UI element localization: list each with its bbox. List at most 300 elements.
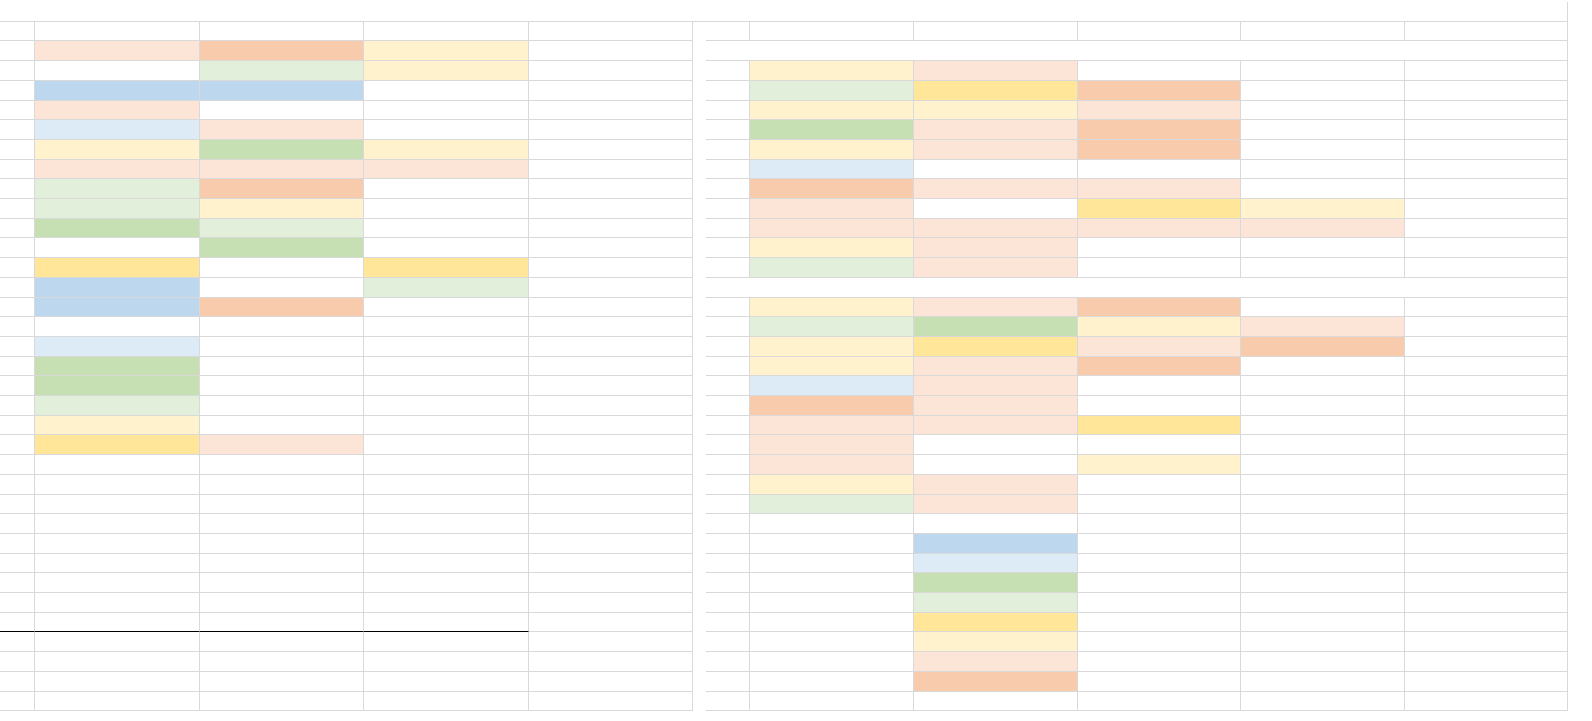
defense-player: [1241, 199, 1405, 219]
empty-cell: [1405, 298, 1568, 317]
defense-pos: [706, 435, 750, 455]
defense-player: [1241, 317, 1405, 337]
empty-cell: [200, 337, 364, 357]
defense-player: [914, 376, 1078, 396]
empty-cell: [1078, 672, 1241, 692]
empty-cell: [529, 593, 693, 613]
empty-cell: [529, 219, 693, 238]
empty-cell: [0, 632, 35, 652]
offense-pos: [0, 238, 35, 258]
empty-cell: [1405, 81, 1568, 101]
offense-player: [364, 179, 529, 199]
empty-cell: [1405, 534, 1568, 554]
offense-pos: [0, 219, 35, 238]
empty-cell: [1405, 613, 1568, 632]
empty-cell: [200, 632, 364, 652]
empty-cell: [1405, 455, 1568, 475]
empty-cell: [750, 514, 914, 534]
empty-cell: [706, 534, 750, 554]
st-pos: [0, 396, 35, 416]
legend-status-left: [35, 534, 200, 554]
empty-cell: [200, 672, 364, 692]
empty-cell: [0, 455, 35, 475]
empty-cell: [750, 692, 914, 711]
empty-cell: [529, 652, 693, 672]
offense-pos: [0, 140, 35, 160]
empty-cell: [1405, 514, 1568, 534]
empty-cell: [364, 534, 529, 554]
st-player: [35, 396, 200, 416]
empty-cell: [0, 554, 35, 573]
legend-grade: [914, 534, 1078, 554]
offense-pos: [0, 298, 35, 317]
defense-player: [914, 101, 1078, 120]
empty-cell: [0, 475, 35, 495]
empty-cell: [364, 495, 529, 514]
offense-player: [35, 179, 200, 199]
st-player: [35, 357, 200, 376]
offense-player: [200, 219, 364, 238]
empty-cell: [1405, 435, 1568, 455]
empty-cell: [364, 317, 529, 337]
offense-player: [529, 61, 693, 81]
defense-player: [1405, 219, 1568, 238]
empty-cell: [1241, 514, 1405, 534]
empty-cell: [529, 475, 693, 495]
empty-cell: [1405, 160, 1568, 179]
empty-cell: [1405, 337, 1568, 357]
empty-cell: [750, 632, 914, 652]
empty-cell: [1241, 416, 1405, 435]
empty-cell: [1078, 632, 1241, 652]
legend-status-left: [35, 514, 200, 534]
defense-pos: [706, 199, 750, 219]
defense-player: [750, 160, 914, 179]
offense-player: [200, 179, 364, 199]
reserve-header: [364, 613, 529, 632]
empty-cell: [35, 573, 200, 593]
defense-player: [1241, 455, 1405, 475]
defense-player: [1078, 101, 1241, 120]
empty-cell: [706, 692, 750, 711]
defense-player: [750, 258, 914, 278]
empty-cell: [1405, 258, 1568, 278]
offense-player: [364, 81, 529, 101]
defense-player: [914, 337, 1078, 357]
offense-player: [35, 81, 200, 101]
defense-player: [750, 81, 914, 101]
empty-cell: [200, 692, 364, 711]
empty-cell: [1405, 475, 1568, 495]
empty-cell: [529, 573, 693, 593]
defense-player: [1241, 337, 1405, 357]
defense-pos: [706, 219, 750, 238]
defense-pos: [706, 337, 750, 357]
empty-cell: [200, 514, 364, 534]
empty-cell: [1241, 534, 1405, 554]
defense-player: [750, 219, 914, 238]
st-player: [35, 416, 200, 435]
offense-player: [529, 120, 693, 140]
empty-cell: [200, 652, 364, 672]
empty-cell: [200, 534, 364, 554]
defense-player: [1078, 435, 1241, 455]
defense-player: [914, 317, 1078, 337]
empty-cell: [1405, 120, 1568, 140]
defense-player: [914, 160, 1078, 179]
defense-player: [1078, 376, 1241, 396]
empty-cell: [1405, 376, 1568, 396]
legend-status-left: [35, 554, 200, 573]
offense-player: [364, 140, 529, 160]
empty-cell: [529, 632, 693, 652]
offense-player: [529, 258, 693, 278]
offense-player: [200, 81, 364, 101]
defense-player: [914, 258, 1078, 278]
empty-cell: [364, 514, 529, 534]
defense-player: [1241, 298, 1405, 317]
empty-cell: [0, 534, 35, 554]
offense-player: [529, 179, 693, 199]
empty-cell: [1405, 179, 1568, 199]
empty-cell: [1241, 258, 1405, 278]
offense-player: [35, 199, 200, 219]
offense-player: [364, 278, 529, 298]
empty-cell: [1405, 672, 1568, 692]
legend-status-right: [750, 573, 914, 593]
empty-cell: [1078, 593, 1241, 613]
defense-header: [1241, 22, 1405, 41]
empty-cell: [529, 376, 693, 396]
empty-cell: [529, 278, 693, 298]
defense-player: [914, 435, 1078, 455]
defense-player: [750, 61, 914, 81]
offense-pos: [0, 41, 35, 61]
empty-cell: [1241, 692, 1405, 711]
defense-player: [914, 238, 1078, 258]
defense-player: [750, 495, 914, 514]
empty-cell: [529, 337, 693, 357]
defense-player: [914, 357, 1078, 376]
defense-player: [914, 416, 1078, 435]
empty-cell: [200, 376, 364, 396]
offense-player: [35, 41, 200, 61]
reserve-header: [35, 613, 200, 632]
defense-player: [1078, 475, 1241, 495]
empty-cell: [364, 337, 529, 357]
offense-pos: [0, 278, 35, 298]
empty-cell: [529, 692, 693, 711]
offense-pos: [0, 258, 35, 278]
defense-pos: [706, 317, 750, 337]
empty-cell: [200, 495, 364, 514]
legend-status-right: [750, 593, 914, 613]
empty-cell: [364, 455, 529, 475]
empty-cell: [1405, 238, 1568, 258]
empty-cell: [529, 81, 693, 101]
empty-cell: [1078, 613, 1241, 632]
defense-player: [1078, 495, 1241, 514]
offense-pos: [0, 61, 35, 81]
empty-cell: [200, 554, 364, 573]
empty-cell: [0, 317, 35, 337]
offense-player: [35, 120, 200, 140]
defense-player: [750, 140, 914, 160]
defense-player: [914, 179, 1078, 199]
empty-cell: [706, 514, 750, 534]
defense-player: [914, 199, 1078, 219]
empty-cell: [364, 652, 529, 672]
empty-cell: [364, 376, 529, 396]
empty-cell: [529, 238, 693, 258]
defense-player: [750, 238, 914, 258]
offense-player: [200, 41, 364, 61]
offense-player: [35, 238, 200, 258]
defense-header: [914, 22, 1078, 41]
offense-player: [35, 298, 200, 317]
empty-cell: [0, 514, 35, 534]
empty-cell: [1241, 573, 1405, 593]
empty-cell: [200, 573, 364, 593]
defense-player: [1078, 199, 1241, 219]
legend-grade: [914, 672, 1078, 692]
offense-pos: [0, 120, 35, 140]
offense-player: [364, 41, 529, 61]
empty-cell: [1405, 495, 1568, 514]
empty-cell: [750, 652, 914, 672]
empty-cell: [1405, 416, 1568, 435]
empty-cell: [1078, 534, 1241, 554]
empty-cell: [529, 101, 693, 120]
empty-cell: [1405, 554, 1568, 573]
defense-pos: [706, 120, 750, 140]
defense-player: [750, 298, 914, 317]
defense-player: [914, 298, 1078, 317]
defense-player: [750, 416, 914, 435]
defense-player: [750, 475, 914, 495]
st-player: [35, 337, 200, 357]
defense-player: [914, 396, 1078, 416]
empty-cell: [0, 652, 35, 672]
offense-player: [364, 199, 529, 219]
offense-player: [35, 278, 200, 298]
defense-player: [1078, 337, 1241, 357]
reserve-header: [200, 613, 364, 632]
empty-cell: [706, 613, 750, 632]
empty-cell: [706, 652, 750, 672]
offense-player: [364, 160, 529, 179]
defense-pos: [706, 101, 750, 120]
defense-player: [1078, 61, 1241, 81]
empty-cell: [529, 298, 693, 317]
empty-cell: [706, 554, 750, 573]
empty-cell: [1405, 101, 1568, 120]
empty-cell: [1405, 396, 1568, 416]
empty-cell: [200, 357, 364, 376]
empty-cell: [364, 357, 529, 376]
defense-pos: [706, 357, 750, 376]
defense-player: [750, 179, 914, 199]
empty-cell: [1078, 554, 1241, 573]
defense-pos: [706, 160, 750, 179]
st-pos: [0, 357, 35, 376]
defense-player: [1078, 258, 1241, 278]
offense-player: [200, 120, 364, 140]
offense-player: [200, 160, 364, 179]
defense-player: [750, 101, 914, 120]
empty-cell: [1078, 514, 1241, 534]
defense-player: [1078, 179, 1241, 199]
offense-header: [364, 22, 529, 41]
empty-cell: [0, 672, 35, 692]
defense-player: [914, 219, 1078, 238]
empty-cell: [1405, 61, 1568, 81]
empty-cell: [1405, 140, 1568, 160]
empty-cell: [1241, 140, 1405, 160]
empty-cell: [750, 672, 914, 692]
empty-cell: [35, 632, 200, 652]
offense-player: [35, 101, 200, 120]
offense-player: [35, 160, 200, 179]
defense-pos: [706, 61, 750, 81]
empty-cell: [1405, 317, 1568, 337]
offense-player: [364, 298, 529, 317]
offense-player: [35, 219, 200, 238]
empty-cell: [1405, 573, 1568, 593]
defense-player: [1241, 357, 1405, 376]
defense-player: [1078, 416, 1241, 435]
legend-grade: [914, 554, 1078, 573]
offense-player: [364, 61, 529, 81]
defense-player: [914, 475, 1078, 495]
offense-player: [200, 258, 364, 278]
empty-cell: [1078, 652, 1241, 672]
empty-cell: [0, 573, 35, 593]
legend-status-left: [35, 475, 200, 495]
empty-cell: [35, 317, 200, 337]
empty-cell: [529, 495, 693, 514]
defense-player: [1241, 179, 1405, 199]
defense-pos: [706, 416, 750, 435]
offense-player: [529, 160, 693, 179]
empty-cell: [706, 573, 750, 593]
empty-cell: [529, 416, 693, 435]
st-player: [35, 376, 200, 396]
defense-pos: [706, 258, 750, 278]
defense-player: [750, 376, 914, 396]
defense-player: [750, 337, 914, 357]
empty-cell: [200, 317, 364, 337]
offense-player: [35, 61, 200, 81]
defense-header: [1405, 22, 1568, 41]
legend-grade: [914, 632, 1078, 652]
empty-cell: [35, 672, 200, 692]
defense-pos: [706, 238, 750, 258]
empty-cell: [364, 573, 529, 593]
defense-player: [750, 396, 914, 416]
offense-header: [35, 22, 200, 41]
defense-player: [1078, 81, 1241, 101]
defense-pos: [706, 298, 750, 317]
defense-player: [750, 120, 914, 140]
defense-player: [914, 61, 1078, 81]
empty-cell: [529, 317, 693, 337]
legend-grade: [914, 692, 1078, 711]
empty-cell: [1241, 81, 1405, 101]
offense-player: [364, 258, 529, 278]
empty-cell: [529, 396, 693, 416]
defense-pos: [706, 396, 750, 416]
empty-cell: [0, 495, 35, 514]
empty-cell: [1241, 101, 1405, 120]
empty-cell: [1241, 593, 1405, 613]
empty-cell: [364, 416, 529, 435]
empty-cell: [1405, 692, 1568, 711]
empty-cell: [364, 435, 529, 455]
empty-cell: [706, 672, 750, 692]
offense-player: [35, 258, 200, 278]
empty-cell: [1241, 672, 1405, 692]
defense-pos: [706, 140, 750, 160]
empty-cell: [1241, 632, 1405, 652]
defense-player: [1078, 455, 1241, 475]
st-pos: [0, 435, 35, 455]
defense-player: [914, 455, 1078, 475]
legend-grade: [914, 652, 1078, 672]
empty-cell: [364, 692, 529, 711]
defense-player: [1405, 199, 1568, 219]
defense-player: [1241, 219, 1405, 238]
defense-pos: [706, 475, 750, 495]
offense-header: [200, 22, 364, 41]
empty-cell: [35, 692, 200, 711]
empty-cell: [529, 554, 693, 573]
offense-pos: [0, 81, 35, 101]
empty-cell: [200, 455, 364, 475]
offense-player: [35, 140, 200, 160]
reserve-header: [0, 613, 35, 632]
defense-player: [1078, 140, 1241, 160]
offense-pos: [0, 179, 35, 199]
offense-player: [364, 238, 529, 258]
defense-player: [1078, 120, 1241, 140]
defense-player: [1241, 396, 1405, 416]
empty-cell: [529, 455, 693, 475]
legend-status-left: [35, 495, 200, 514]
offense-player: [364, 219, 529, 238]
empty-cell: [364, 475, 529, 495]
defense-player: [914, 140, 1078, 160]
empty-cell: [529, 199, 693, 219]
empty-cell: [200, 396, 364, 416]
empty-cell: [1241, 376, 1405, 396]
offense-player: [200, 61, 364, 81]
empty-cell: [529, 435, 693, 455]
empty-cell: [1405, 357, 1568, 376]
defense-header: [1078, 22, 1241, 41]
empty-cell: [1241, 554, 1405, 573]
reserve-title: [0, 593, 529, 613]
defense-player: [750, 317, 914, 337]
offense-player: [364, 120, 529, 140]
empty-cell: [706, 632, 750, 652]
empty-cell: [364, 396, 529, 416]
st-pos: [0, 337, 35, 357]
defense-player: [914, 120, 1078, 140]
offense-player: [200, 278, 364, 298]
empty-cell: [1241, 613, 1405, 632]
legend-grade: [914, 613, 1078, 632]
